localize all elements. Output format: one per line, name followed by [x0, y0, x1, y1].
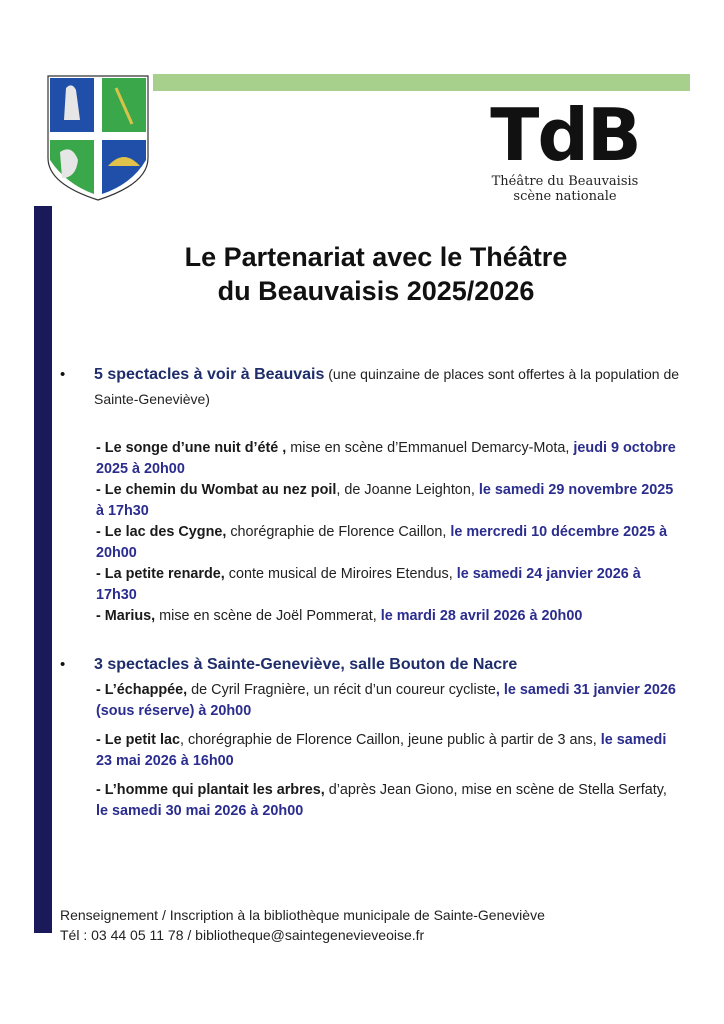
section1-heading — [60, 362, 680, 412]
section2-list — [96, 680, 681, 822]
tdb-logo — [470, 93, 660, 214]
tdb-subtitle-line1: Théâtre du Beauvaisis — [491, 174, 639, 189]
show-date: jeudi 9 octobre 2025 à 20h00 — [96, 440, 676, 477]
show-name: - L’échappée, — [96, 682, 188, 698]
show-desc: chorégraphie de Florence Caillon, — [226, 524, 451, 540]
show-desc: d’après Jean Giono, mise en scène de Stella Serfaty, — [324, 782, 667, 798]
page-title — [60, 240, 692, 308]
show-date: le samedi 24 janvier 2026 à 17h30 — [96, 566, 641, 603]
section2-heading — [60, 652, 680, 677]
show-desc: de Cyril Fragnière, un récit d’un coureur cycliste — [187, 682, 496, 698]
show-date: le samedi 29 novembre 2025 à 17h30 — [96, 482, 674, 519]
footer-contact: Tél : 03 44 05 11 78 / bibliotheque@saintegenevieveoise.fr — [60, 927, 425, 943]
title-line2: du Beauvaisis 2025/2026 — [217, 276, 535, 306]
show-date: le mercredi 10 décembre 2025 à 20h00 — [96, 524, 668, 561]
bullet-icon: • — [60, 656, 66, 673]
list-item — [96, 522, 681, 564]
tdb-wordmark: TdB — [490, 93, 640, 177]
tdb-subtitle-line2: scène nationale — [513, 189, 617, 204]
section2-title: 3 spectacles à Sainte-Geneviève, salle Bouton de Nacre — [94, 656, 518, 673]
footer-info: Renseignement / Inscription à la bibliothèque municipale de Sainte-Geneviève — [60, 907, 545, 923]
list-item — [96, 730, 681, 772]
list-item — [96, 438, 681, 480]
section1-list — [96, 438, 681, 627]
left-vertical-rule — [34, 206, 52, 933]
show-desc: , chorégraphie de Florence Caillon, jeune public à partir de 3 ans, — [179, 732, 601, 748]
show-date: le samedi 23 mai 2026 à 16h00 — [96, 732, 667, 769]
list-item — [96, 606, 681, 627]
show-name: - Le petit lac — [96, 732, 180, 748]
show-date: , le samedi 31 janvier 2026 (sous réserve) à 20h00 — [96, 682, 676, 719]
show-name: - Le lac des Cygne, — [96, 524, 227, 540]
show-name: - Le chemin du Wombat au nez poil — [96, 482, 337, 498]
top-green-bar — [153, 74, 690, 91]
show-name: - L’homme qui plantait les arbres, — [96, 782, 325, 798]
show-desc: mise en scène d’Emmanuel Demarcy-Mota, — [286, 440, 574, 456]
list-item — [96, 780, 681, 822]
list-item — [96, 564, 681, 606]
show-desc: mise en scène de Joël Pommerat, — [155, 608, 381, 624]
section1-title: 5 spectacles à voir à Beauvais — [94, 366, 325, 383]
contact-footer — [60, 905, 680, 945]
show-name: - La petite renarde, — [96, 566, 225, 582]
coat-of-arms-icon — [46, 74, 150, 202]
list-item — [96, 480, 681, 522]
title-line1: Le Partenariat avec le Théâtre — [184, 242, 568, 272]
section1-note: (une quinzaine de places sont offertes à la population de Sainte-Geneviève) — [94, 366, 680, 407]
show-desc: conte musical de Miroires Etendus, — [224, 566, 457, 582]
bullet-icon: • — [60, 366, 66, 383]
show-date: le mardi 28 avril 2026 à 20h00 — [380, 608, 583, 624]
list-item — [96, 680, 681, 722]
show-name: - Marius, — [96, 608, 156, 624]
show-name: - Le songe d’une nuit d’été , — [96, 440, 287, 456]
show-desc: , de Joanne Leighton, — [336, 482, 479, 498]
show-date: le samedi 30 mai 2026 à 20h00 — [96, 803, 304, 819]
